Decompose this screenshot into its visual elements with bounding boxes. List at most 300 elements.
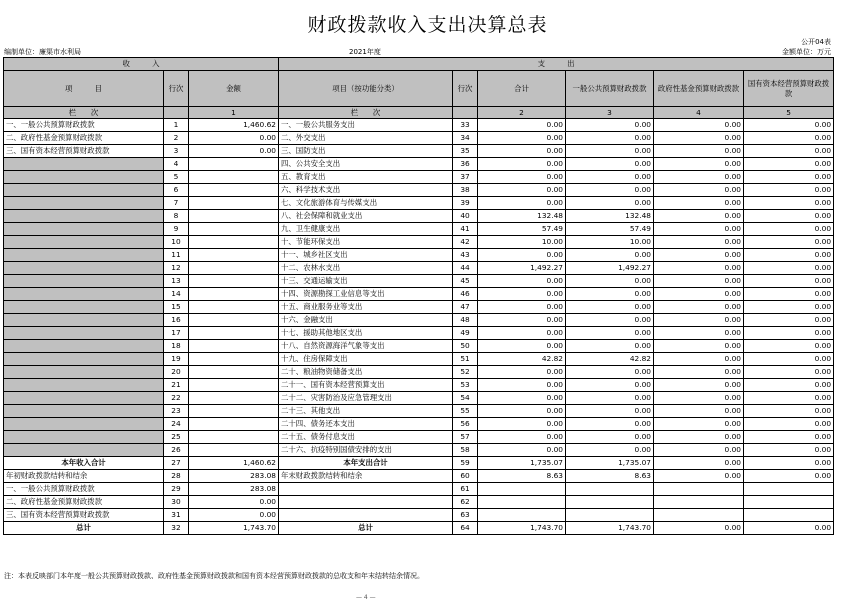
col-num-5: 5: [744, 107, 834, 119]
income-amount: 1,743.70: [189, 522, 279, 535]
expense-state-capital: 0.00: [744, 236, 834, 249]
income-item: [4, 431, 164, 444]
expense-total: 0.00: [478, 444, 566, 457]
expense-state-capital: 0.00: [744, 275, 834, 288]
income-row-no: 13: [164, 275, 189, 288]
table-row: [4, 405, 834, 418]
expense-row-no: 45: [453, 275, 478, 288]
expense-header: 支 出: [279, 58, 834, 71]
expense-gen-budget: 0.00: [566, 314, 654, 327]
header-row-group: [4, 58, 834, 71]
expense-row-no: 61: [453, 483, 478, 496]
table-row: [4, 470, 834, 483]
col-num-1: 1: [189, 107, 279, 119]
expense-total: 0.00: [478, 119, 566, 132]
table-row: [4, 145, 834, 158]
expense-gov-fund: 0.00: [654, 431, 744, 444]
income-row-no: 1: [164, 119, 189, 132]
income-row-no: 17: [164, 327, 189, 340]
income-item: [4, 327, 164, 340]
income-row-no: 12: [164, 262, 189, 275]
expense-row-no: 55: [453, 405, 478, 418]
income-amount: [189, 327, 279, 340]
income-item: [4, 314, 164, 327]
table-row: [4, 366, 834, 379]
expense-total: 0.00: [478, 301, 566, 314]
col-row-no: 行次: [164, 71, 189, 107]
expense-total: 0.00: [478, 327, 566, 340]
expense-gov-fund: 0.00: [654, 340, 744, 353]
expense-gov-fund: [654, 496, 744, 509]
table-row: [4, 457, 834, 470]
income-row-no: 23: [164, 405, 189, 418]
table-row: [4, 483, 834, 496]
table-row: [4, 509, 834, 522]
expense-gen-budget: 0.00: [566, 444, 654, 457]
expense-item: 八、社会保障和就业支出: [279, 210, 453, 223]
expense-row-no: 54: [453, 392, 478, 405]
expense-item: 十四、资源勘探工业信息等支出: [279, 288, 453, 301]
expense-item: 十一、城乡社区支出: [279, 249, 453, 262]
income-amount: 283.08: [189, 470, 279, 483]
expense-state-capital: 0.00: [744, 197, 834, 210]
expense-state-capital: 0.00: [744, 132, 834, 145]
income-row-no: 2: [164, 132, 189, 145]
expense-row-no: 37: [453, 171, 478, 184]
expense-total: 0.00: [478, 314, 566, 327]
expense-state-capital: 0.00: [744, 457, 834, 470]
expense-gen-budget: 1,735.07: [566, 457, 654, 470]
income-row-no: 8: [164, 210, 189, 223]
col-row-no-right: 行次: [453, 71, 478, 107]
expense-state-capital: 0.00: [744, 210, 834, 223]
budget-table: [3, 57, 834, 535]
expense-state-capital: 0.00: [744, 314, 834, 327]
income-amount: [189, 418, 279, 431]
expense-item: 十六、金融支出: [279, 314, 453, 327]
expense-total: 0.00: [478, 431, 566, 444]
expense-gov-fund: [654, 483, 744, 496]
expense-state-capital: 0.00: [744, 392, 834, 405]
expense-item: [279, 483, 453, 496]
income-item: [4, 184, 164, 197]
expense-gov-fund: 0.00: [654, 457, 744, 470]
income-item: 三、国有资本经营预算财政拨款: [4, 145, 164, 158]
expense-state-capital: 0.00: [744, 405, 834, 418]
income-item: [4, 379, 164, 392]
expense-gov-fund: 0.00: [654, 522, 744, 535]
table-row: [4, 262, 834, 275]
col-gov-fund: 政府性基金预算财政拨款: [654, 71, 744, 107]
income-item: 二、政府性基金预算财政拨款: [4, 132, 164, 145]
expense-item: 十、节能环保支出: [279, 236, 453, 249]
expense-state-capital: 0.00: [744, 431, 834, 444]
expense-item: 一、一般公共服务支出: [279, 119, 453, 132]
page-footer: — 4 —: [356, 594, 376, 601]
income-row-no: 15: [164, 301, 189, 314]
expense-gov-fund: 0.00: [654, 275, 744, 288]
income-row-no: 24: [164, 418, 189, 431]
income-amount: [189, 392, 279, 405]
income-item: 二、政府性基金预算财政拨款: [4, 496, 164, 509]
expense-total: 10.00: [478, 236, 566, 249]
income-amount: [189, 314, 279, 327]
expense-total: 0.00: [478, 366, 566, 379]
expense-item: 四、公共安全支出: [279, 158, 453, 171]
income-amount: [189, 379, 279, 392]
expense-gov-fund: 0.00: [654, 366, 744, 379]
col-item: 项 目: [4, 71, 164, 107]
expense-gov-fund: 0.00: [654, 158, 744, 171]
expense-gov-fund: 0.00: [654, 210, 744, 223]
expense-gen-budget: 0.00: [566, 119, 654, 132]
expense-gen-budget: 0.00: [566, 431, 654, 444]
income-row-no: 9: [164, 223, 189, 236]
expense-item: 五、教育支出: [279, 171, 453, 184]
expense-gov-fund: 0.00: [654, 353, 744, 366]
expense-item: 十三、交通运输支出: [279, 275, 453, 288]
expense-item: [279, 496, 453, 509]
income-row-no: 26: [164, 444, 189, 457]
expense-row-no: 58: [453, 444, 478, 457]
table-row: [4, 275, 834, 288]
expense-item: 十二、农林水支出: [279, 262, 453, 275]
income-amount: 0.00: [189, 496, 279, 509]
expense-row-no: 47: [453, 301, 478, 314]
income-row-no: 4: [164, 158, 189, 171]
expense-row-no: 42: [453, 236, 478, 249]
income-row-no: 21: [164, 379, 189, 392]
table-row: [4, 158, 834, 171]
expense-gov-fund: 0.00: [654, 145, 744, 158]
expense-item: [279, 509, 453, 522]
expense-gov-fund: 0.00: [654, 405, 744, 418]
income-row-no: 22: [164, 392, 189, 405]
expense-total: 0.00: [478, 405, 566, 418]
expense-gov-fund: 0.00: [654, 288, 744, 301]
expense-gen-budget: 1,743.70: [566, 522, 654, 535]
expense-total: 0.00: [478, 418, 566, 431]
table-row: [4, 301, 834, 314]
table-row: [4, 496, 834, 509]
table-row: [4, 431, 834, 444]
expense-gov-fund: 0.00: [654, 470, 744, 483]
expense-row-no: 43: [453, 249, 478, 262]
income-row-no: 5: [164, 171, 189, 184]
table-row: [4, 314, 834, 327]
col-label: 栏 次: [4, 107, 164, 119]
table-row: [4, 223, 834, 236]
col-label-right: 栏 次: [279, 107, 453, 119]
table-code: 公开04表: [801, 38, 831, 46]
header-row-columns: [4, 71, 834, 107]
income-item: [4, 197, 164, 210]
expense-total: 8.63: [478, 470, 566, 483]
table-row: [4, 249, 834, 262]
table-row: [4, 197, 834, 210]
table-meta: [4, 47, 831, 57]
table-row: [4, 418, 834, 431]
income-row-no: 16: [164, 314, 189, 327]
expense-total: 1,735.07: [478, 457, 566, 470]
expense-state-capital: [744, 509, 834, 522]
income-row-no: 18: [164, 340, 189, 353]
expense-row-no: 46: [453, 288, 478, 301]
income-amount: [189, 366, 279, 379]
expense-total: 0.00: [478, 171, 566, 184]
expense-gen-budget: 57.49: [566, 223, 654, 236]
expense-total: 42.82: [478, 353, 566, 366]
expense-row-no: 56: [453, 418, 478, 431]
income-item: [4, 158, 164, 171]
year-label: 2021年度: [349, 48, 381, 56]
expense-state-capital: 0.00: [744, 522, 834, 535]
expense-row-no: 62: [453, 496, 478, 509]
expense-gov-fund: [654, 509, 744, 522]
income-item: [4, 288, 164, 301]
expense-gen-budget: 0.00: [566, 301, 654, 314]
expense-state-capital: 0.00: [744, 340, 834, 353]
expense-state-capital: 0.00: [744, 158, 834, 171]
expense-item: 二十六、抗疫特别国债安排的支出: [279, 444, 453, 457]
expense-item: 十七、援助其他地区支出: [279, 327, 453, 340]
expense-state-capital: 0.00: [744, 184, 834, 197]
expense-gov-fund: 0.00: [654, 301, 744, 314]
page-title: 财政拨款收入支出决算总表: [307, 14, 548, 36]
expense-item: 本年支出合计: [279, 457, 453, 470]
income-item: [4, 301, 164, 314]
expense-state-capital: 0.00: [744, 327, 834, 340]
income-row-no: 6: [164, 184, 189, 197]
income-amount: [189, 210, 279, 223]
expense-gen-budget: 8.63: [566, 470, 654, 483]
expense-item: 九、卫生健康支出: [279, 223, 453, 236]
header-row-numbers: [4, 107, 834, 119]
table-row: [4, 444, 834, 457]
expense-gen-budget: 0.00: [566, 340, 654, 353]
col-num-4: 4: [654, 107, 744, 119]
expense-row-no: 59: [453, 457, 478, 470]
expense-row-no: 34: [453, 132, 478, 145]
expense-gov-fund: 0.00: [654, 444, 744, 457]
table-row: [4, 119, 834, 132]
income-amount: [189, 353, 279, 366]
expense-item: 三、国防支出: [279, 145, 453, 158]
expense-gen-budget: 0.00: [566, 197, 654, 210]
expense-total: 132.48: [478, 210, 566, 223]
expense-total: [478, 483, 566, 496]
expense-row-no: 49: [453, 327, 478, 340]
expense-row-no: 63: [453, 509, 478, 522]
income-amount: [189, 301, 279, 314]
table-row: [4, 392, 834, 405]
expense-gen-budget: 0.00: [566, 275, 654, 288]
income-amount: 0.00: [189, 509, 279, 522]
expense-row-no: 60: [453, 470, 478, 483]
expense-gen-budget: 0.00: [566, 171, 654, 184]
income-row-no: 25: [164, 431, 189, 444]
expense-gov-fund: 0.00: [654, 379, 744, 392]
income-amount: [189, 405, 279, 418]
amount-unit: 金额单位：万元: [782, 48, 831, 56]
income-item: 一、一般公共预算财政拨款: [4, 483, 164, 496]
income-item: [4, 236, 164, 249]
expense-state-capital: 0.00: [744, 223, 834, 236]
income-item: [4, 405, 164, 418]
income-amount: 283.08: [189, 483, 279, 496]
expense-state-capital: 0.00: [744, 262, 834, 275]
expense-state-capital: 0.00: [744, 288, 834, 301]
col-amount: 金额: [189, 71, 279, 107]
expense-gov-fund: 0.00: [654, 171, 744, 184]
expense-row-no: 44: [453, 262, 478, 275]
expense-gen-budget: 0.00: [566, 288, 654, 301]
income-amount: [189, 171, 279, 184]
expense-row-no: 41: [453, 223, 478, 236]
expense-gov-fund: 0.00: [654, 236, 744, 249]
col-state-capital: 国有资本经营预算财政拨款: [744, 71, 834, 107]
income-item: [4, 171, 164, 184]
expense-row-no: 57: [453, 431, 478, 444]
expense-gen-budget: 0.00: [566, 249, 654, 262]
expense-gen-budget: 0.00: [566, 379, 654, 392]
table-row: [4, 379, 834, 392]
expense-item: 二十四、债务还本支出: [279, 418, 453, 431]
expense-gov-fund: 0.00: [654, 132, 744, 145]
expense-row-no: 53: [453, 379, 478, 392]
expense-state-capital: 0.00: [744, 444, 834, 457]
expense-total: [478, 496, 566, 509]
col-total: 合计: [478, 71, 566, 107]
expense-state-capital: [744, 483, 834, 496]
expense-item: 二十二、灾害防治及应急管理支出: [279, 392, 453, 405]
expense-gov-fund: 0.00: [654, 184, 744, 197]
table-row: [4, 522, 834, 535]
expense-gen-budget: 0.00: [566, 418, 654, 431]
expense-row-no: 51: [453, 353, 478, 366]
expense-total: [478, 509, 566, 522]
expense-state-capital: 0.00: [744, 418, 834, 431]
income-item: 一、一般公共预算财政拨款: [4, 119, 164, 132]
expense-row-no: 52: [453, 366, 478, 379]
expense-gov-fund: 0.00: [654, 327, 744, 340]
expense-total: 0.00: [478, 249, 566, 262]
expense-gen-budget: [566, 509, 654, 522]
expense-gov-fund: 0.00: [654, 418, 744, 431]
expense-row-no: 48: [453, 314, 478, 327]
table-row: [4, 340, 834, 353]
col-num-2: 2: [478, 107, 566, 119]
income-amount: [189, 184, 279, 197]
income-item: [4, 353, 164, 366]
expense-row-no: 50: [453, 340, 478, 353]
expense-total: 0.00: [478, 145, 566, 158]
expense-total: 1,492.27: [478, 262, 566, 275]
expense-total: 0.00: [478, 392, 566, 405]
income-item: [4, 210, 164, 223]
expense-item: 二十三、其他支出: [279, 405, 453, 418]
income-item: [4, 223, 164, 236]
income-row-no: 32: [164, 522, 189, 535]
expense-gen-budget: [566, 483, 654, 496]
expense-gen-budget: 0.00: [566, 132, 654, 145]
expense-row-no: 33: [453, 119, 478, 132]
table-row: [4, 288, 834, 301]
income-item: [4, 392, 164, 405]
income-row-no: 7: [164, 197, 189, 210]
income-amount: [189, 444, 279, 457]
expense-gen-budget: 0.00: [566, 145, 654, 158]
expense-item: 七、文化旅游体育与传媒支出: [279, 197, 453, 210]
income-amount: [189, 275, 279, 288]
income-item: [4, 262, 164, 275]
expense-item: 十八、自然资源海洋气象等支出: [279, 340, 453, 353]
expense-item: 二、外交支出: [279, 132, 453, 145]
income-item: [4, 340, 164, 353]
expense-item: 二十一、国有资本经营预算支出: [279, 379, 453, 392]
expense-state-capital: 0.00: [744, 470, 834, 483]
expense-item: 十五、商业服务业等支出: [279, 301, 453, 314]
expense-state-capital: [744, 496, 834, 509]
col-num-3: 3: [566, 107, 654, 119]
expense-state-capital: 0.00: [744, 171, 834, 184]
income-amount: [189, 431, 279, 444]
income-amount: [189, 236, 279, 249]
expense-gen-budget: 0.00: [566, 405, 654, 418]
income-amount: [189, 249, 279, 262]
expense-gen-budget: 10.00: [566, 236, 654, 249]
income-amount: [189, 158, 279, 171]
expense-item: 年末财政拨款结转和结余: [279, 470, 453, 483]
expense-item: 总计: [279, 522, 453, 535]
expense-total: 1,743.70: [478, 522, 566, 535]
expense-item: 二十五、债务付息支出: [279, 431, 453, 444]
expense-total: 0.00: [478, 379, 566, 392]
expense-gen-budget: 0.00: [566, 158, 654, 171]
expense-gov-fund: 0.00: [654, 223, 744, 236]
expense-item: 六、科学技术支出: [279, 184, 453, 197]
expense-gen-budget: 0.00: [566, 366, 654, 379]
expense-row-no: 64: [453, 522, 478, 535]
income-item: [4, 418, 164, 431]
table-row: [4, 210, 834, 223]
income-amount: [189, 288, 279, 301]
expense-total: 0.00: [478, 340, 566, 353]
expense-gov-fund: 0.00: [654, 392, 744, 405]
income-amount: [189, 197, 279, 210]
expense-total: 57.49: [478, 223, 566, 236]
unit-label: 编制单位：廉渠市水利局: [4, 48, 81, 56]
income-item: [4, 275, 164, 288]
expense-total: 0.00: [478, 275, 566, 288]
table-row: [4, 171, 834, 184]
expense-row-no: 36: [453, 158, 478, 171]
income-item: [4, 249, 164, 262]
income-amount: 1,460.62: [189, 457, 279, 470]
expense-total: 0.00: [478, 132, 566, 145]
table-row: [4, 327, 834, 340]
expense-gov-fund: 0.00: [654, 119, 744, 132]
expense-gov-fund: 0.00: [654, 249, 744, 262]
expense-total: 0.00: [478, 288, 566, 301]
income-row-no: 14: [164, 288, 189, 301]
income-row-no: 19: [164, 353, 189, 366]
table-row: [4, 132, 834, 145]
col-item-func: 项目（按功能分类）: [279, 71, 453, 107]
expense-gen-budget: 42.82: [566, 353, 654, 366]
income-item: [4, 444, 164, 457]
income-item: 年初财政拨款结转和结余: [4, 470, 164, 483]
